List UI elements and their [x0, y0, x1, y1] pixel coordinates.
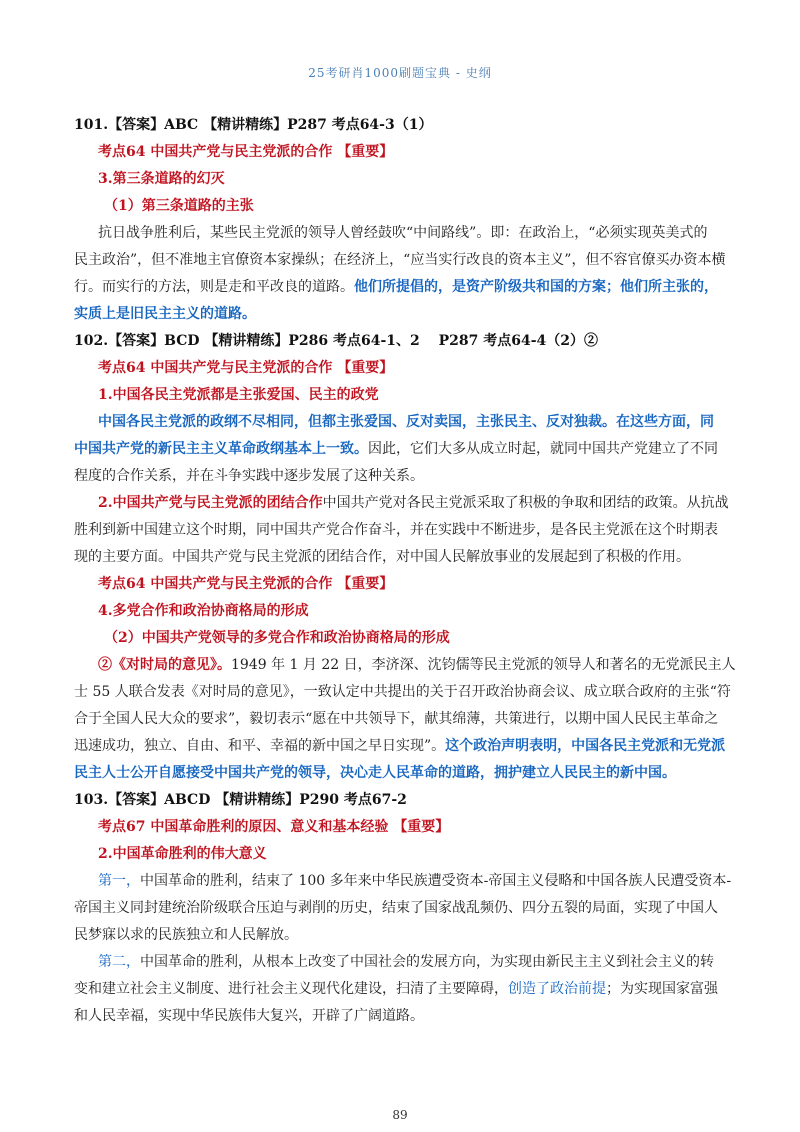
q102-exam-point-2: 考点64 中国共产党与民主党派的合作 【重要】	[98, 576, 394, 592]
q102-item-normal: 迅速成功，独立、自由、和平、幸福的新中国之早日实现”。	[74, 738, 446, 754]
q102-para2-line-2: 胜利到新中国建立这个时期，同中国共产党合作奋斗，并在实践中不断进步，是各民主党派在这个时期表	[74, 522, 718, 538]
q103-second-line-2	[74, 976, 734, 1003]
q102-item-line-4	[74, 733, 734, 760]
q103-subheading: 2.中国革命胜利的伟大意义	[98, 846, 267, 862]
q103-title: 103.【答案】ABCD 【精讲精练】P290 考点67-2	[74, 792, 407, 808]
q102-item-line-3: 合于全国人民大众的要求”，毅切表示“愿在中共领导下，献其绵薄，共策进行，以期中国人民民主革命之	[74, 711, 719, 727]
q103-second-line-1	[74, 949, 734, 976]
q102-para2-line-3: 现的主要方面。中国共产党与民主党派的团结合作，对中国人民解放事业的发展起到了积极的作用。	[74, 549, 690, 565]
q102-item-line-5: 民主人士公开自愿接受中国共产党的领导，决心走人民革命的道路，拥护建立人民民主的新中国。	[74, 765, 676, 781]
q102-line-3: 程度的合作关系，并在斗争实践中逐步发展了这种关系。	[74, 468, 424, 484]
q101-normal-text: 行。而实行的方法，则是走和平改良的道路。	[74, 279, 354, 295]
q101-title: 101.【答案】ABC 【精讲精练】P287 考点64-3（1）	[74, 117, 433, 133]
q102-item-line-2: 士 55 人联合发表《对时局的意见》，一致认定中共提出的关于召开政治协商会议、成立联合政府的主张“符	[74, 684, 731, 700]
q103-first-label: 第一，	[98, 873, 140, 889]
page-content	[74, 112, 734, 1030]
q103-first-line-3: 民梦寐以求的民族独立和人民解放。	[74, 927, 298, 943]
q102-line-2	[74, 436, 734, 463]
q103-first-line-1	[74, 868, 734, 895]
q102-item-blue: 这个政治声明表明，中国各民主党派和无党派	[445, 738, 726, 754]
q102-normal-text: 因此，它们大多从成立时起，就同中国共产党建立了不同	[368, 441, 718, 457]
q103-second-end: ；为实现国家富强	[606, 981, 718, 997]
q102-red-lead: 2.中国共产党与民主党派的团结合作	[98, 495, 323, 511]
q103-second-text: 中国革命的胜利，从根本上改变了中国社会的发展方向，为实现由新民主主义到社会主义的转	[140, 954, 714, 970]
q101-exam-point: 考点64 中国共产党与民主党派的合作 【重要】	[98, 144, 394, 160]
q103-second-blue: 创造了政治前提	[508, 981, 606, 997]
q103-first-line-2: 帝国主义同封建统治阶级联合压迫与剥削的历史，结束了国家战乱频仍、四分五裂的局面，实现了中国人	[74, 900, 718, 916]
q102-red-lead-rest: 中国共产党对各民主党派采取了积极的争取和团结的政策。从抗战	[322, 495, 729, 511]
q101-para-line-3	[74, 274, 734, 301]
q103-second-normal: 变和建立社会主义制度、进行社会主义现代化建设，扫清了主要障碍，	[74, 981, 508, 997]
q101-para-line-1: 抗日战争胜利后，某些民主党派的领导人曾经鼓吹“中间路线”。即：在政治上，“必须实现英美式的	[98, 225, 708, 241]
q102-blue-line-1: 中国各民主党派的政纲不尽相同，但都主张爱国、反对卖国，主张民主、反对独裁。在这些方面，同	[98, 414, 714, 430]
q102-subheading-2: 4.多党合作和政治协商格局的形成	[98, 603, 309, 619]
page-number: 89	[392, 1108, 408, 1122]
page-header: 25考研肖1000刷题宝典 - 史纲	[308, 66, 492, 80]
q103-exam-point: 考点67 中国革命胜利的原因、意义和基本经验 【重要】	[98, 819, 450, 835]
q103-second-label: 第二，	[98, 954, 140, 970]
q101-para-line-2: 民主政治”，但不准地主官僚资本家操纵；在经济上，“应当实行改良的资本主义”，但不容官僚买办资本横	[74, 252, 726, 268]
q101-blue-highlight: 他们所提倡的，是资产阶级共和国的方案；他们所主张的，	[354, 279, 718, 295]
q102-item-red: ②《对时局的意见》。	[98, 657, 231, 673]
q101-subheading-2: （1）第三条道路的主张	[104, 198, 254, 214]
q101-para-line-4: 实质上是旧民主主义的道路。	[74, 306, 256, 322]
q102-title: 102.【答案】BCD 【精讲精练】P286 考点64-1、2 P287 考点64-4（2）②	[74, 333, 599, 349]
q102-exam-point: 考点64 中国共产党与民主党派的合作 【重要】	[98, 360, 394, 376]
q102-item-rest: 1949 年 1 月 22 日，李济深、沈钧儒等民主党派的领导人和著名的无党派民主人	[231, 657, 736, 673]
q102-item-line-1	[74, 652, 734, 679]
q102-blue-text: 中国共产党的新民主主义革命政纲基本上一致。	[74, 441, 368, 457]
q101-subheading: 3.第三条道路的幻灭	[98, 171, 225, 187]
q102-para2-line-1	[74, 490, 734, 517]
q102-subheading-3: （2）中国共产党领导的多党合作和政治协商格局的形成	[104, 630, 450, 646]
q103-first-text: 中国革命的胜利，结束了 100 多年来中华民族遭受资本-帝国主义侵略和中国各族人民遭受资本-	[140, 873, 732, 889]
q103-second-line-3: 和人民幸福，实现中华民族伟大复兴，开辟了广阔道路。	[74, 1008, 424, 1024]
q102-subheading: 1.中国各民主党派都是主张爱国、民主的政党	[98, 387, 379, 403]
